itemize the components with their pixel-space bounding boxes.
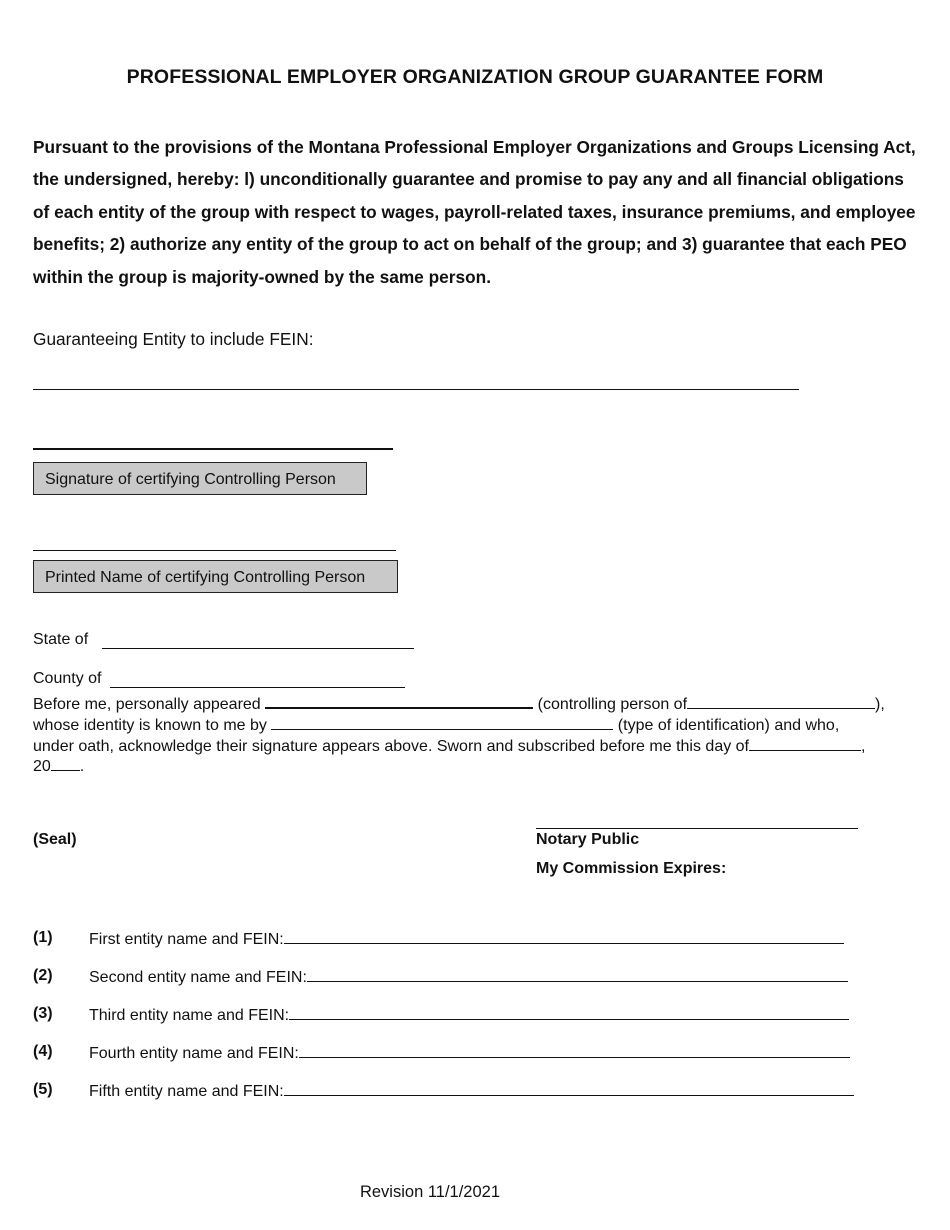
notary-text-2: (controlling person of (537, 696, 688, 713)
controlling-person-of-field[interactable] (687, 694, 875, 709)
revision-footer: Revision 11/1/2021 (359, 1183, 501, 1201)
signature-label: Signature of certifying Controlling Person (33, 462, 367, 495)
entity-number: (5) (33, 1081, 53, 1098)
notary-text-1: Before me, personally appeared (33, 696, 261, 713)
entity-label: Third entity name and FEIN: (89, 1007, 290, 1024)
notary-text-4: whose identity is known to me by (33, 716, 267, 734)
entity-number: (3) (33, 1005, 53, 1022)
notary-text-7: , (861, 737, 866, 755)
state-field[interactable] (102, 648, 414, 649)
notary-public-label: Notary Public (536, 831, 640, 848)
year-field[interactable] (51, 756, 80, 771)
county-field[interactable] (110, 687, 405, 688)
printed-name-line[interactable] (33, 550, 396, 551)
county-label: County of (33, 670, 102, 687)
notary-text-3: ), (875, 696, 885, 713)
entity-row (89, 1005, 849, 1025)
identification-field[interactable] (271, 715, 613, 730)
second-entity-field[interactable] (307, 967, 848, 982)
entity-row (89, 967, 848, 987)
printed-name-label: Printed Name of certifying Controlling Person (33, 560, 398, 593)
signature-line[interactable] (33, 448, 393, 450)
notary-signature-line[interactable] (536, 828, 858, 829)
entity-label: Second entity name and FEIN: (89, 969, 307, 986)
notary-text-9: . (79, 758, 85, 776)
entity-label: Fifth entity name and FEIN: (89, 1083, 284, 1100)
entity-number: (2) (33, 967, 53, 984)
notary-text-5: (type of identification) and who, (617, 716, 840, 734)
entity-row (89, 1043, 850, 1063)
fifth-entity-field[interactable] (284, 1081, 854, 1096)
notary-text-6: under oath, acknowledge their signature appears above. Sworn and subscribed before me this day of (33, 737, 749, 755)
entity-number: (1) (33, 929, 53, 946)
entity-label: Fourth entity name and FEIN: (89, 1045, 299, 1062)
third-entity-field[interactable] (289, 1005, 849, 1020)
form-title: PROFESSIONAL EMPLOYER ORGANIZATION GROUP GUARANTEE FORM (126, 66, 824, 88)
fourth-entity-field[interactable] (299, 1043, 850, 1058)
day-of-field[interactable] (749, 736, 861, 751)
entity-label: First entity name and FEIN: (89, 931, 284, 948)
notary-text-8: 20 (33, 758, 51, 776)
guaranteeing-entity-label: Guaranteeing Entity to include FEIN: (33, 329, 314, 349)
preamble-text: Pursuant to the provisions of the Montana Professional Employer Organizations and Groups Licensing Act, the undersigned, hereby: l) unconditionally guarantee and promise to pay any and all financial obligations of each entity of the group with respect to wages, payroll-related taxes, insurance premiums, and employee benefits; 2) authorize any entity of the group to act on behalf of the group; and 3) guarantee that each PEO within the group is majority-owned by the same person. (33, 137, 916, 287)
appeared-name-field[interactable] (265, 693, 533, 709)
entity-row (89, 1081, 854, 1101)
entity-number: (4) (33, 1043, 53, 1060)
entity-row (89, 929, 844, 949)
guaranteeing-entity-field[interactable] (33, 389, 799, 390)
notary-acknowledgment (33, 693, 923, 777)
seal-label: (Seal) (33, 831, 77, 848)
state-label: State of (33, 631, 89, 648)
first-entity-field[interactable] (284, 929, 844, 944)
commission-expires-label: My Commission Expires: (536, 860, 727, 877)
